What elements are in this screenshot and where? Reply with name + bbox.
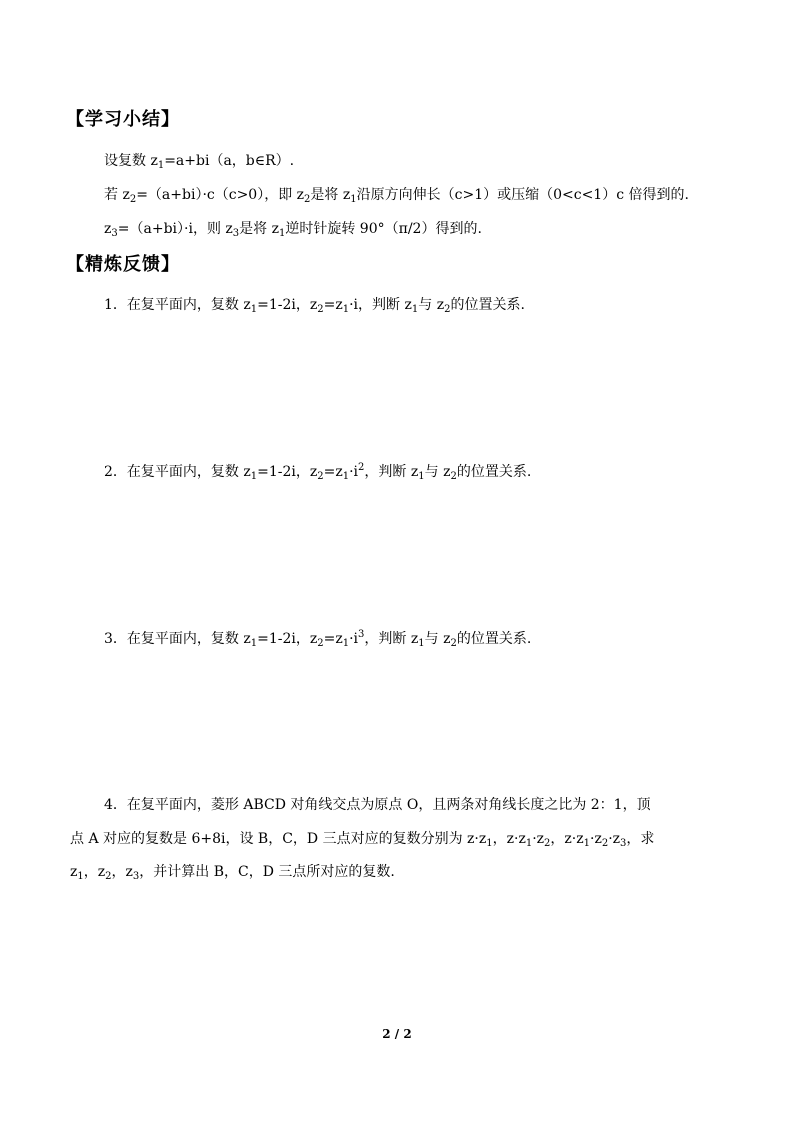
question-4-line-2: 点 A 对应的复数是 6+8i，设 B，C，D 三点对应的复数分别为 $z\cdot z_1$，$z\cdot z_1\cdot z_2$，$z\cdot z_1\cdot z_2\cdot z_3$，求 bbox=[70, 831, 655, 849]
question-4-line-3: $z_1$，$z_2$，$z_3$，并计算出 B，C，D 三点所对应的复数. bbox=[70, 864, 395, 882]
question-4-line-1: 4．在复平面内，菱形 ABCD 对角线交点为原点 O，且两条对角线长度之比为 2：1，顶 bbox=[104, 797, 651, 813]
question-3: 3．在复平面内，复数 $z_1=1-2i$，$z_2=z_1\cdot i^3$，判断 $z_1$与 $z_2$的位置关系. bbox=[104, 629, 532, 649]
summary-line-2: 若 $z_2=(a+bi)\cdot c(c>0)$，即 $z_2$是将 $z_1$沿原方向伸长（c>1）或压缩（0<c<1）c 倍得到的. bbox=[104, 187, 689, 205]
summary-heading: 【学习小结】 bbox=[66, 109, 180, 130]
question-1: 1．在复平面内，复数 $z_1=1-2i$，$z_2=z_1\cdot i$，判断 $z_1$与 $z_2$的位置关系. bbox=[104, 297, 525, 315]
page-number: 2 / 2 bbox=[382, 1027, 412, 1041]
question-2: 2．在复平面内，复数 $z_1=1-2i$，$z_2=z_1\cdot i^2$，判断 $z_1$与 $z_2$的位置关系. bbox=[104, 462, 532, 482]
practice-heading: 【精炼反馈】 bbox=[66, 254, 180, 275]
summary-line-1: 设复数 $z_1=a+bi(a$，b∈R）. bbox=[104, 153, 295, 171]
summary-line-3: $z_3=(a+bi)\cdot i$，则 $z_3$是将 $z_1$逆时针旋转 90°（π/2）得到的. bbox=[104, 221, 482, 239]
